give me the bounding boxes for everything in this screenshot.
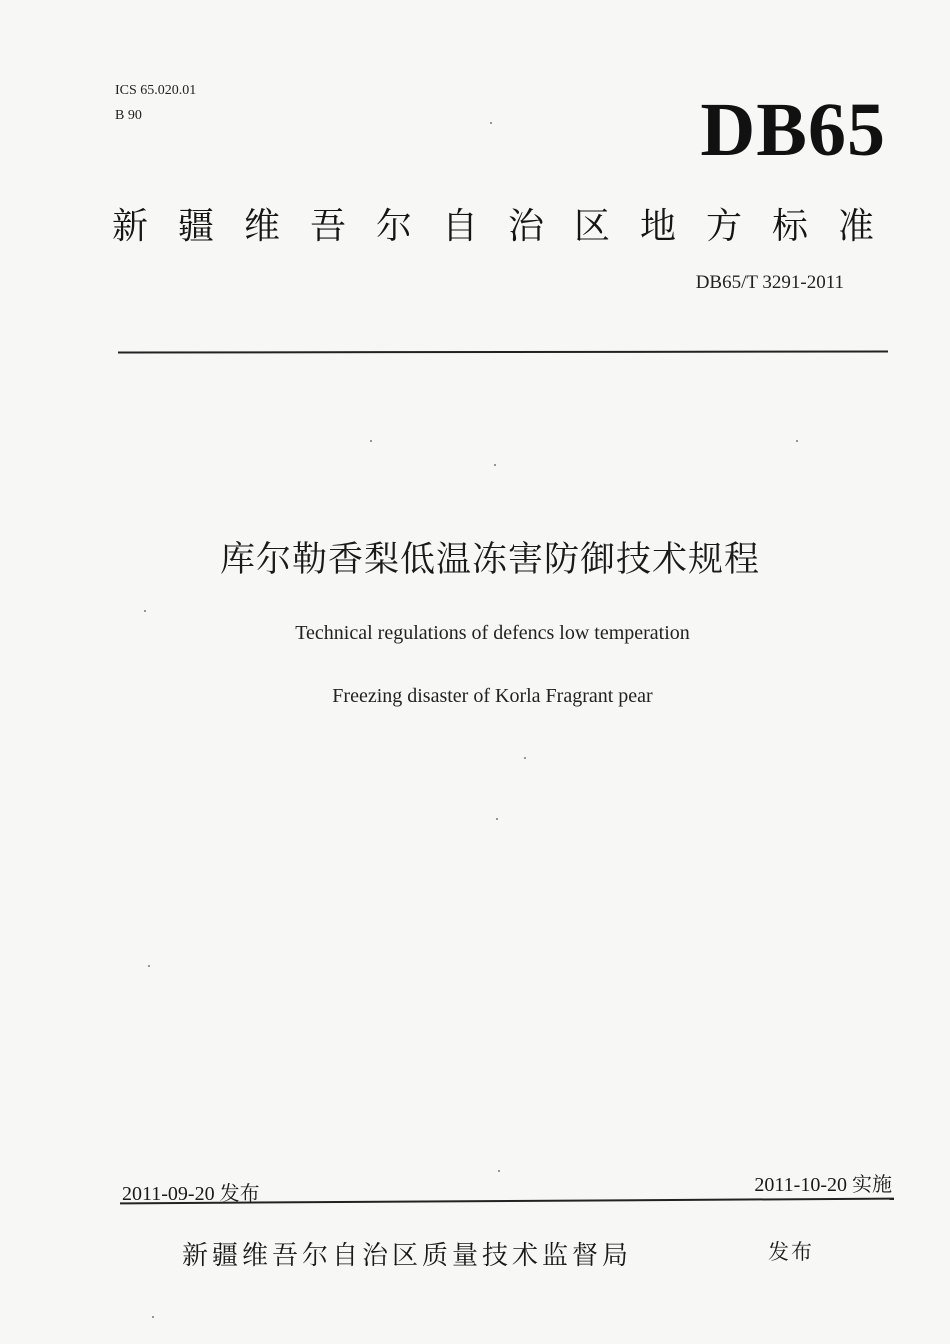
issue-date: 2011-09-20 发布 [122,1183,260,1205]
scan-speck [144,610,146,612]
scan-speck [796,440,798,442]
ccs-code: B 90 [115,108,142,123]
document-title-english-line-1: Technical regulations of defencs low temperation [295,622,690,644]
scan-speck [494,464,496,466]
issuer-suffix: 发布 [768,1240,814,1264]
standard-number: DB65/T 3291-2011 [695,272,844,293]
document-title-chinese: 库尔勒香梨低温冻害防御技术规程 [219,540,760,580]
standard-mark: DB65 [700,88,886,172]
scan-speck [524,757,526,759]
scan-speck [370,440,372,442]
scan-speck [496,818,498,820]
ics-code: ICS 65.020.01 [115,83,197,98]
document-title-english-line-2: Freezing disaster of Korla Fragrant pear [332,685,653,707]
scan-speck [498,1170,500,1172]
top-divider [118,350,888,353]
standard-type-heading: 新疆维吾尔自治区地方标准 [112,206,905,247]
implementation-date: 2011-10-20 实施 [754,1174,892,1196]
issuing-authority: 新疆维吾尔自治区质量技术监督局 [182,1241,633,1271]
scan-speck [152,1316,154,1318]
scan-speck [490,122,492,124]
scan-speck [148,965,150,967]
